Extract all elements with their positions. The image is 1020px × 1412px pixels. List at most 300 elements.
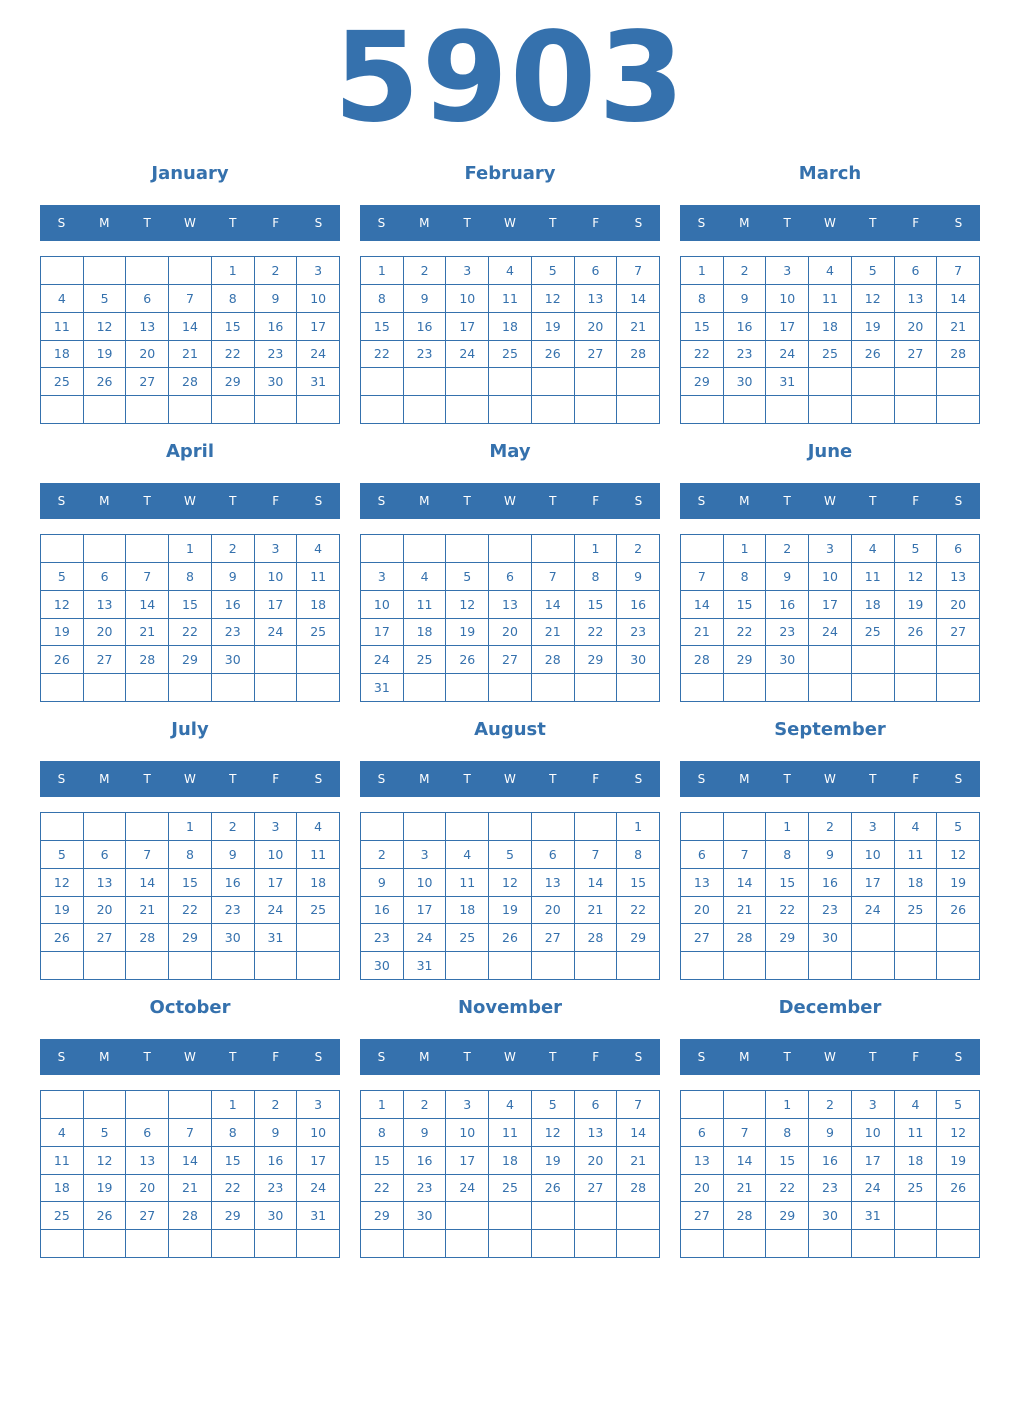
day-cell[interactable]: 31 xyxy=(404,952,447,980)
day-cell[interactable]: 5 xyxy=(41,841,84,869)
day-cell[interactable]: 14 xyxy=(532,591,575,619)
day-cell[interactable]: 3 xyxy=(852,813,895,841)
day-cell[interactable]: 28 xyxy=(617,1175,660,1203)
day-cell[interactable]: 12 xyxy=(84,1147,127,1175)
day-cell[interactable]: 11 xyxy=(852,563,895,591)
day-cell[interactable]: 14 xyxy=(937,285,980,313)
day-cell[interactable]: 7 xyxy=(681,563,724,591)
day-cell[interactable]: 11 xyxy=(446,869,489,897)
day-cell[interactable]: 13 xyxy=(895,285,938,313)
day-cell[interactable]: 31 xyxy=(766,368,809,396)
day-cell[interactable]: 3 xyxy=(446,1091,489,1119)
day-cell[interactable]: 1 xyxy=(212,1091,255,1119)
day-cell[interactable]: 27 xyxy=(489,646,532,674)
day-cell[interactable]: 10 xyxy=(852,841,895,869)
day-cell[interactable]: 10 xyxy=(297,285,340,313)
day-cell[interactable]: 2 xyxy=(404,1091,447,1119)
day-cell[interactable]: 31 xyxy=(852,1202,895,1230)
day-cell[interactable]: 14 xyxy=(169,1147,212,1175)
day-cell[interactable]: 19 xyxy=(895,591,938,619)
day-cell[interactable]: 9 xyxy=(212,841,255,869)
day-cell[interactable]: 12 xyxy=(84,313,127,341)
day-cell[interactable]: 11 xyxy=(297,563,340,591)
day-cell[interactable]: 5 xyxy=(84,285,127,313)
day-cell[interactable]: 17 xyxy=(852,869,895,897)
day-cell[interactable]: 20 xyxy=(84,619,127,647)
day-cell[interactable]: 23 xyxy=(255,1175,298,1203)
day-cell[interactable]: 9 xyxy=(212,563,255,591)
day-cell[interactable]: 22 xyxy=(361,341,404,369)
day-cell[interactable]: 19 xyxy=(937,1147,980,1175)
day-cell[interactable]: 15 xyxy=(681,313,724,341)
day-cell[interactable]: 16 xyxy=(212,869,255,897)
day-cell[interactable]: 3 xyxy=(255,813,298,841)
day-cell[interactable]: 2 xyxy=(212,813,255,841)
day-cell[interactable]: 25 xyxy=(446,924,489,952)
day-cell[interactable]: 24 xyxy=(361,646,404,674)
day-cell[interactable]: 29 xyxy=(766,1202,809,1230)
day-cell[interactable]: 24 xyxy=(255,897,298,925)
day-cell[interactable]: 30 xyxy=(766,646,809,674)
day-cell[interactable]: 30 xyxy=(724,368,767,396)
day-cell[interactable]: 13 xyxy=(126,313,169,341)
day-cell[interactable]: 28 xyxy=(681,646,724,674)
day-cell[interactable]: 20 xyxy=(489,619,532,647)
day-cell[interactable]: 30 xyxy=(361,952,404,980)
day-cell[interactable]: 25 xyxy=(489,341,532,369)
day-cell[interactable]: 21 xyxy=(724,1175,767,1203)
day-cell[interactable]: 15 xyxy=(575,591,618,619)
day-cell[interactable]: 30 xyxy=(809,924,852,952)
day-cell[interactable]: 10 xyxy=(809,563,852,591)
day-cell[interactable]: 8 xyxy=(361,285,404,313)
day-cell[interactable]: 16 xyxy=(212,591,255,619)
day-cell[interactable]: 3 xyxy=(297,257,340,285)
day-cell[interactable]: 2 xyxy=(212,535,255,563)
day-cell[interactable]: 8 xyxy=(212,1119,255,1147)
day-cell[interactable]: 21 xyxy=(169,341,212,369)
day-cell[interactable]: 9 xyxy=(809,1119,852,1147)
day-cell[interactable]: 22 xyxy=(617,897,660,925)
day-cell[interactable]: 19 xyxy=(532,1147,575,1175)
day-cell[interactable]: 3 xyxy=(404,841,447,869)
day-cell[interactable]: 5 xyxy=(895,535,938,563)
day-cell[interactable]: 20 xyxy=(532,897,575,925)
day-cell[interactable]: 17 xyxy=(297,1147,340,1175)
day-cell[interactable]: 9 xyxy=(617,563,660,591)
day-cell[interactable]: 18 xyxy=(297,591,340,619)
day-cell[interactable]: 9 xyxy=(404,1119,447,1147)
day-cell[interactable]: 16 xyxy=(809,869,852,897)
day-cell[interactable]: 6 xyxy=(575,1091,618,1119)
day-cell[interactable]: 6 xyxy=(895,257,938,285)
day-cell[interactable]: 28 xyxy=(169,368,212,396)
day-cell[interactable]: 22 xyxy=(212,341,255,369)
day-cell[interactable]: 26 xyxy=(446,646,489,674)
day-cell[interactable]: 7 xyxy=(617,1091,660,1119)
day-cell[interactable]: 3 xyxy=(446,257,489,285)
day-cell[interactable]: 2 xyxy=(404,257,447,285)
day-cell[interactable]: 25 xyxy=(404,646,447,674)
day-cell[interactable]: 18 xyxy=(895,1147,938,1175)
day-cell[interactable]: 17 xyxy=(766,313,809,341)
day-cell[interactable]: 10 xyxy=(404,869,447,897)
day-cell[interactable]: 27 xyxy=(895,341,938,369)
day-cell[interactable]: 1 xyxy=(169,535,212,563)
day-cell[interactable]: 5 xyxy=(937,1091,980,1119)
day-cell[interactable]: 16 xyxy=(255,313,298,341)
day-cell[interactable]: 20 xyxy=(575,313,618,341)
day-cell[interactable]: 21 xyxy=(617,1147,660,1175)
day-cell[interactable]: 28 xyxy=(937,341,980,369)
day-cell[interactable]: 2 xyxy=(809,813,852,841)
day-cell[interactable]: 17 xyxy=(255,591,298,619)
day-cell[interactable]: 4 xyxy=(404,563,447,591)
day-cell[interactable]: 30 xyxy=(809,1202,852,1230)
day-cell[interactable]: 18 xyxy=(41,1175,84,1203)
day-cell[interactable]: 6 xyxy=(84,563,127,591)
day-cell[interactable]: 12 xyxy=(489,869,532,897)
day-cell[interactable]: 16 xyxy=(724,313,767,341)
day-cell[interactable]: 27 xyxy=(681,1202,724,1230)
day-cell[interactable]: 7 xyxy=(575,841,618,869)
day-cell[interactable]: 22 xyxy=(361,1175,404,1203)
day-cell[interactable]: 22 xyxy=(169,619,212,647)
day-cell[interactable]: 25 xyxy=(41,1202,84,1230)
day-cell[interactable]: 11 xyxy=(489,1119,532,1147)
day-cell[interactable]: 27 xyxy=(937,619,980,647)
day-cell[interactable]: 24 xyxy=(255,619,298,647)
day-cell[interactable]: 4 xyxy=(41,285,84,313)
day-cell[interactable]: 18 xyxy=(809,313,852,341)
day-cell[interactable]: 15 xyxy=(361,1147,404,1175)
day-cell[interactable]: 1 xyxy=(361,1091,404,1119)
day-cell[interactable]: 29 xyxy=(766,924,809,952)
day-cell[interactable]: 2 xyxy=(361,841,404,869)
day-cell[interactable]: 4 xyxy=(489,1091,532,1119)
day-cell[interactable]: 25 xyxy=(895,1175,938,1203)
day-cell[interactable]: 6 xyxy=(681,1119,724,1147)
day-cell[interactable]: 8 xyxy=(724,563,767,591)
day-cell[interactable]: 12 xyxy=(532,1119,575,1147)
day-cell[interactable]: 16 xyxy=(361,897,404,925)
day-cell[interactable]: 6 xyxy=(681,841,724,869)
day-cell[interactable]: 8 xyxy=(575,563,618,591)
day-cell[interactable]: 10 xyxy=(446,285,489,313)
day-cell[interactable]: 29 xyxy=(724,646,767,674)
day-cell[interactable]: 26 xyxy=(532,1175,575,1203)
day-cell[interactable]: 7 xyxy=(617,257,660,285)
day-cell[interactable]: 29 xyxy=(361,1202,404,1230)
day-cell[interactable]: 22 xyxy=(766,897,809,925)
day-cell[interactable]: 24 xyxy=(404,924,447,952)
day-cell[interactable]: 27 xyxy=(575,341,618,369)
day-cell[interactable]: 16 xyxy=(809,1147,852,1175)
day-cell[interactable]: 17 xyxy=(446,1147,489,1175)
day-cell[interactable]: 18 xyxy=(895,869,938,897)
day-cell[interactable]: 6 xyxy=(937,535,980,563)
day-cell[interactable]: 30 xyxy=(255,368,298,396)
day-cell[interactable]: 5 xyxy=(446,563,489,591)
day-cell[interactable]: 21 xyxy=(681,619,724,647)
day-cell[interactable]: 24 xyxy=(446,1175,489,1203)
day-cell[interactable]: 2 xyxy=(766,535,809,563)
day-cell[interactable]: 5 xyxy=(532,257,575,285)
day-cell[interactable]: 25 xyxy=(809,341,852,369)
day-cell[interactable]: 31 xyxy=(297,1202,340,1230)
day-cell[interactable]: 27 xyxy=(575,1175,618,1203)
day-cell[interactable]: 28 xyxy=(169,1202,212,1230)
day-cell[interactable]: 2 xyxy=(809,1091,852,1119)
day-cell[interactable]: 4 xyxy=(446,841,489,869)
day-cell[interactable]: 13 xyxy=(126,1147,169,1175)
day-cell[interactable]: 30 xyxy=(617,646,660,674)
day-cell[interactable]: 24 xyxy=(809,619,852,647)
day-cell[interactable]: 1 xyxy=(617,813,660,841)
day-cell[interactable]: 2 xyxy=(724,257,767,285)
day-cell[interactable]: 15 xyxy=(617,869,660,897)
day-cell[interactable]: 23 xyxy=(809,1175,852,1203)
day-cell[interactable]: 7 xyxy=(724,1119,767,1147)
day-cell[interactable]: 28 xyxy=(724,1202,767,1230)
day-cell[interactable]: 13 xyxy=(84,869,127,897)
day-cell[interactable]: 4 xyxy=(852,535,895,563)
day-cell[interactable]: 8 xyxy=(617,841,660,869)
day-cell[interactable]: 30 xyxy=(212,924,255,952)
day-cell[interactable]: 27 xyxy=(126,368,169,396)
day-cell[interactable]: 10 xyxy=(766,285,809,313)
day-cell[interactable]: 28 xyxy=(724,924,767,952)
day-cell[interactable]: 14 xyxy=(126,591,169,619)
day-cell[interactable]: 19 xyxy=(84,341,127,369)
day-cell[interactable]: 3 xyxy=(361,563,404,591)
day-cell[interactable]: 25 xyxy=(489,1175,532,1203)
day-cell[interactable]: 19 xyxy=(852,313,895,341)
day-cell[interactable]: 1 xyxy=(766,813,809,841)
day-cell[interactable]: 21 xyxy=(532,619,575,647)
day-cell[interactable]: 23 xyxy=(404,341,447,369)
day-cell[interactable]: 23 xyxy=(212,619,255,647)
day-cell[interactable]: 20 xyxy=(681,1175,724,1203)
day-cell[interactable]: 18 xyxy=(489,313,532,341)
day-cell[interactable]: 21 xyxy=(724,897,767,925)
day-cell[interactable]: 5 xyxy=(84,1119,127,1147)
day-cell[interactable]: 9 xyxy=(255,1119,298,1147)
day-cell[interactable]: 24 xyxy=(766,341,809,369)
day-cell[interactable]: 28 xyxy=(126,924,169,952)
day-cell[interactable]: 8 xyxy=(212,285,255,313)
day-cell[interactable]: 9 xyxy=(766,563,809,591)
day-cell[interactable]: 14 xyxy=(126,869,169,897)
day-cell[interactable]: 13 xyxy=(937,563,980,591)
day-cell[interactable]: 16 xyxy=(766,591,809,619)
day-cell[interactable]: 4 xyxy=(895,1091,938,1119)
day-cell[interactable]: 27 xyxy=(681,924,724,952)
day-cell[interactable]: 16 xyxy=(617,591,660,619)
day-cell[interactable]: 24 xyxy=(852,897,895,925)
day-cell[interactable]: 14 xyxy=(724,869,767,897)
day-cell[interactable]: 26 xyxy=(84,368,127,396)
day-cell[interactable]: 5 xyxy=(937,813,980,841)
day-cell[interactable]: 9 xyxy=(404,285,447,313)
day-cell[interactable]: 12 xyxy=(446,591,489,619)
day-cell[interactable]: 15 xyxy=(212,1147,255,1175)
day-cell[interactable]: 1 xyxy=(766,1091,809,1119)
day-cell[interactable]: 27 xyxy=(126,1202,169,1230)
day-cell[interactable]: 7 xyxy=(532,563,575,591)
day-cell[interactable]: 29 xyxy=(617,924,660,952)
day-cell[interactable]: 11 xyxy=(895,1119,938,1147)
day-cell[interactable]: 9 xyxy=(724,285,767,313)
day-cell[interactable]: 22 xyxy=(212,1175,255,1203)
day-cell[interactable]: 12 xyxy=(937,841,980,869)
day-cell[interactable]: 12 xyxy=(41,591,84,619)
day-cell[interactable]: 4 xyxy=(41,1119,84,1147)
day-cell[interactable]: 18 xyxy=(489,1147,532,1175)
day-cell[interactable]: 20 xyxy=(126,341,169,369)
day-cell[interactable]: 11 xyxy=(404,591,447,619)
day-cell[interactable]: 25 xyxy=(852,619,895,647)
day-cell[interactable]: 19 xyxy=(446,619,489,647)
day-cell[interactable]: 9 xyxy=(361,869,404,897)
day-cell[interactable]: 23 xyxy=(766,619,809,647)
day-cell[interactable]: 27 xyxy=(532,924,575,952)
day-cell[interactable]: 26 xyxy=(489,924,532,952)
day-cell[interactable]: 11 xyxy=(895,841,938,869)
day-cell[interactable]: 3 xyxy=(766,257,809,285)
day-cell[interactable]: 7 xyxy=(724,841,767,869)
day-cell[interactable]: 20 xyxy=(84,897,127,925)
day-cell[interactable]: 31 xyxy=(255,924,298,952)
day-cell[interactable]: 7 xyxy=(937,257,980,285)
day-cell[interactable]: 25 xyxy=(41,368,84,396)
day-cell[interactable]: 9 xyxy=(809,841,852,869)
day-cell[interactable]: 4 xyxy=(895,813,938,841)
day-cell[interactable]: 22 xyxy=(169,897,212,925)
day-cell[interactable]: 4 xyxy=(809,257,852,285)
day-cell[interactable]: 6 xyxy=(126,285,169,313)
day-cell[interactable]: 19 xyxy=(84,1175,127,1203)
day-cell[interactable]: 22 xyxy=(766,1175,809,1203)
day-cell[interactable]: 17 xyxy=(852,1147,895,1175)
day-cell[interactable]: 27 xyxy=(84,924,127,952)
day-cell[interactable]: 18 xyxy=(446,897,489,925)
day-cell[interactable]: 12 xyxy=(41,869,84,897)
day-cell[interactable]: 23 xyxy=(404,1175,447,1203)
day-cell[interactable]: 17 xyxy=(361,619,404,647)
day-cell[interactable]: 25 xyxy=(895,897,938,925)
day-cell[interactable]: 14 xyxy=(575,869,618,897)
day-cell[interactable]: 13 xyxy=(681,869,724,897)
day-cell[interactable]: 23 xyxy=(212,897,255,925)
day-cell[interactable]: 17 xyxy=(404,897,447,925)
day-cell[interactable]: 9 xyxy=(255,285,298,313)
day-cell[interactable]: 21 xyxy=(126,619,169,647)
day-cell[interactable]: 11 xyxy=(809,285,852,313)
day-cell[interactable]: 8 xyxy=(361,1119,404,1147)
day-cell[interactable]: 3 xyxy=(852,1091,895,1119)
day-cell[interactable]: 10 xyxy=(297,1119,340,1147)
day-cell[interactable]: 19 xyxy=(489,897,532,925)
day-cell[interactable]: 13 xyxy=(532,869,575,897)
day-cell[interactable]: 31 xyxy=(361,674,404,702)
day-cell[interactable]: 17 xyxy=(297,313,340,341)
day-cell[interactable]: 14 xyxy=(617,1119,660,1147)
day-cell[interactable]: 21 xyxy=(126,897,169,925)
day-cell[interactable]: 22 xyxy=(724,619,767,647)
day-cell[interactable]: 26 xyxy=(84,1202,127,1230)
day-cell[interactable]: 2 xyxy=(255,1091,298,1119)
day-cell[interactable]: 29 xyxy=(169,924,212,952)
day-cell[interactable]: 26 xyxy=(852,341,895,369)
day-cell[interactable]: 13 xyxy=(681,1147,724,1175)
day-cell[interactable]: 22 xyxy=(681,341,724,369)
day-cell[interactable]: 7 xyxy=(169,285,212,313)
day-cell[interactable]: 26 xyxy=(41,646,84,674)
day-cell[interactable]: 23 xyxy=(809,897,852,925)
day-cell[interactable]: 27 xyxy=(84,646,127,674)
day-cell[interactable]: 11 xyxy=(297,841,340,869)
day-cell[interactable]: 23 xyxy=(617,619,660,647)
day-cell[interactable]: 14 xyxy=(681,591,724,619)
day-cell[interactable]: 2 xyxy=(617,535,660,563)
day-cell[interactable]: 10 xyxy=(255,841,298,869)
day-cell[interactable]: 10 xyxy=(255,563,298,591)
day-cell[interactable]: 11 xyxy=(41,1147,84,1175)
day-cell[interactable]: 28 xyxy=(126,646,169,674)
day-cell[interactable]: 6 xyxy=(489,563,532,591)
day-cell[interactable]: 16 xyxy=(255,1147,298,1175)
day-cell[interactable]: 25 xyxy=(297,897,340,925)
day-cell[interactable]: 26 xyxy=(895,619,938,647)
day-cell[interactable]: 26 xyxy=(532,341,575,369)
day-cell[interactable]: 14 xyxy=(617,285,660,313)
day-cell[interactable]: 20 xyxy=(937,591,980,619)
day-cell[interactable]: 18 xyxy=(297,869,340,897)
day-cell[interactable]: 19 xyxy=(41,619,84,647)
day-cell[interactable]: 26 xyxy=(937,897,980,925)
day-cell[interactable]: 16 xyxy=(404,313,447,341)
day-cell[interactable]: 28 xyxy=(575,924,618,952)
day-cell[interactable]: 29 xyxy=(212,368,255,396)
day-cell[interactable]: 18 xyxy=(41,341,84,369)
day-cell[interactable]: 2 xyxy=(255,257,298,285)
day-cell[interactable]: 17 xyxy=(809,591,852,619)
day-cell[interactable]: 19 xyxy=(532,313,575,341)
day-cell[interactable]: 1 xyxy=(681,257,724,285)
day-cell[interactable]: 15 xyxy=(169,591,212,619)
day-cell[interactable]: 15 xyxy=(169,869,212,897)
day-cell[interactable]: 5 xyxy=(41,563,84,591)
day-cell[interactable]: 18 xyxy=(852,591,895,619)
day-cell[interactable]: 12 xyxy=(852,285,895,313)
day-cell[interactable]: 6 xyxy=(84,841,127,869)
day-cell[interactable]: 12 xyxy=(937,1119,980,1147)
day-cell[interactable]: 30 xyxy=(255,1202,298,1230)
day-cell[interactable]: 11 xyxy=(41,313,84,341)
day-cell[interactable]: 21 xyxy=(617,313,660,341)
day-cell[interactable]: 30 xyxy=(404,1202,447,1230)
day-cell[interactable]: 10 xyxy=(446,1119,489,1147)
day-cell[interactable]: 4 xyxy=(297,535,340,563)
day-cell[interactable]: 28 xyxy=(617,341,660,369)
day-cell[interactable]: 22 xyxy=(575,619,618,647)
day-cell[interactable]: 20 xyxy=(575,1147,618,1175)
day-cell[interactable]: 1 xyxy=(575,535,618,563)
day-cell[interactable]: 7 xyxy=(169,1119,212,1147)
day-cell[interactable]: 5 xyxy=(852,257,895,285)
day-cell[interactable]: 19 xyxy=(937,869,980,897)
